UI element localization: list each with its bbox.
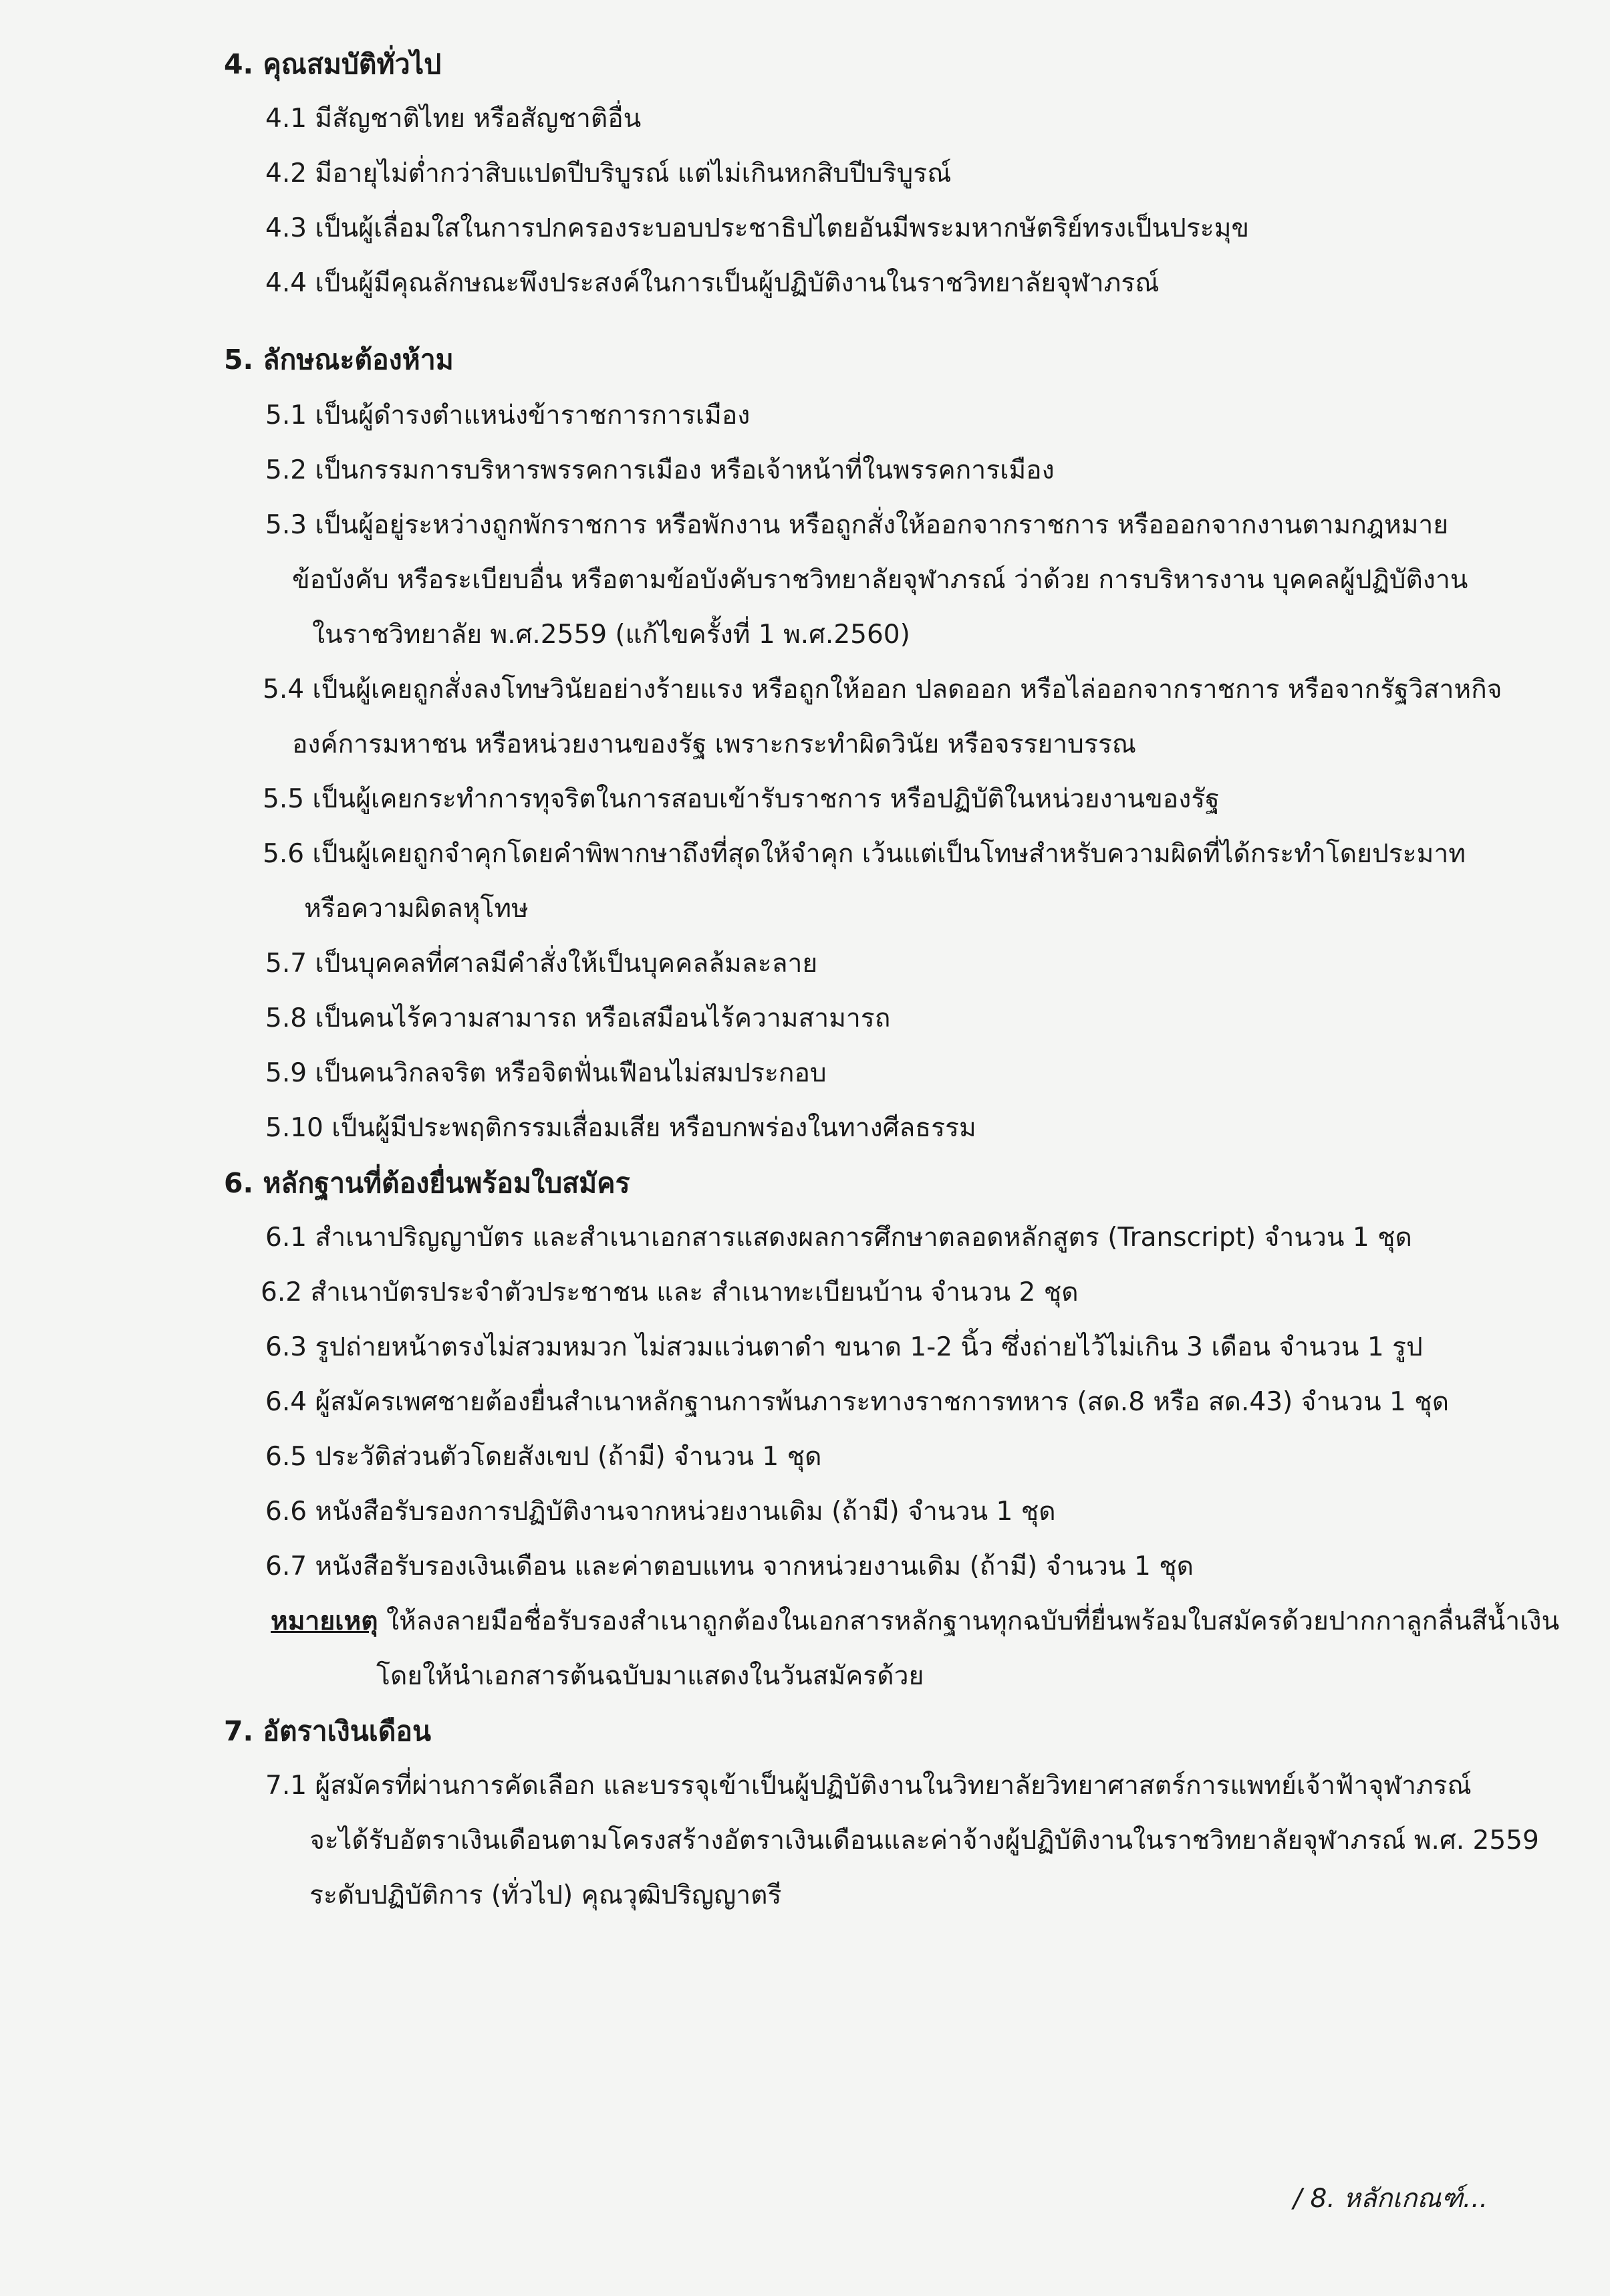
item-5-6: 5.6 เป็นผู้เคยถูกจำคุกโดยคำพิพากษาถึงที่สุดให้จำคุก เว้นแต่เป็นโทษสำหรับความผิดที่ได้กระทำโดยประมาท — [263, 839, 1466, 869]
note-line — [271, 1603, 1559, 1640]
item-4-4: 4.4 เป็นผู้มีคุณลักษณะพึงประสงค์ในการเป็นผู้ปฏิบัติงานในราชวิทยาลัยจุฬาภรณ์ — [265, 268, 1160, 298]
item-6-7: 6.7 หนังสือรับรองเงินเดือน และค่าตอบแทน จากหน่วยงานเดิม (ถ้ามี) จำนวน 1 ชุด — [265, 1551, 1194, 1581]
note-text: ให้ลงลายมือชื่อรับรองสำเนาถูกต้องในเอกสารหลักฐานทุกฉบับที่ยื่นพร้อมใบสมัครด้วยปากกาลูกลื่นสีน้ำเงิน — [378, 1606, 1560, 1636]
item-6-6: 6.6 หนังสือรับรองการปฏิบัติงานจากหน่วยงานเดิม (ถ้ามี) จำนวน 1 ชุด — [265, 1497, 1056, 1527]
item-7-1: 7.1 ผู้สมัครที่ผ่านการคัดเลือก และบรรจุเข้าเป็นผู้ปฏิบัติงานในวิทยาลัยวิทยาศาสตร์การแพทย์เจ้าฟ้าจุฬาภรณ์ — [265, 1771, 1472, 1801]
item-7-1-cont-1: จะได้รับอัตราเงินเดือนตามโครงสร้างอัตราเงินเดือนและค่าจ้างผู้ปฏิบัติงานในราชวิทยาลัยจุฬาภรณ์ พ.ศ. 2559 — [309, 1825, 1539, 1856]
note-cont: โดยให้นำเอกสารต้นฉบับมาแสดงในวันสมัครด้วย — [376, 1661, 924, 1691]
item-6-3: 6.3 รูปถ่ายหน้าตรงไม่สวมหมวก ไม่สวมแว่นตาดำ ขนาด 1-2 นิ้ว ซึ่งถ่ายไว้ไม่เกิน 3 เดือน จำนวน 1 รูป — [265, 1332, 1423, 1362]
item-6-2: 6.2 สำเนาบัตรประจำตัวประชาชน และ สำเนาทะเบียนบ้าน จำนวน 2 ชุด — [261, 1277, 1079, 1307]
item-5-4: 5.4 เป็นผู้เคยถูกสั่งลงโทษวินัยอย่างร้ายแรง หรือถูกให้ออก ปลดออก หรือไล่ออกจากราชการ หรือจากรัฐวิสาหกิจ — [263, 674, 1502, 705]
note-label: หมายเหตุ — [271, 1606, 378, 1636]
item-7-1-cont-2: ระดับปฏิบัติการ (ทั่วไป) คุณวุฒิปริญญาตรี — [309, 1880, 782, 1910]
item-5-2: 5.2 เป็นกรรมการบริหารพรรคการเมือง หรือเจ้าหน้าที่ในพรรคการเมือง — [265, 455, 1055, 485]
item-5-8: 5.8 เป็นคนไร้ความสามารถ หรือเสมือนไร้ความสามารถ — [265, 1003, 891, 1033]
section-5-heading: 5. ลักษณะต้องห้าม — [224, 344, 454, 376]
item-5-3-cont-1: ข้อบังคับ หรือระเบียบอื่น หรือตามข้อบังคับราชวิทยาลัยจุฬาภรณ์ ว่าด้วย การบริหารงาน บุคคลผู้ปฏิบัติงาน — [292, 565, 1468, 595]
item-5-4-cont: องค์การมหาชน หรือหน่วยงานของรัฐ เพราะกระทำผิดวินัย หรือจรรยาบรรณ — [292, 729, 1136, 759]
item-6-4: 6.4 ผู้สมัครเพศชายต้องยื่นสำเนาหลักฐานการพ้นภาระทางราชการทหาร (สด.8 หรือ สด.43) จำนวน 1 ชุด — [265, 1387, 1450, 1417]
item-4-1: 4.1 มีสัญชาติไทย หรือสัญชาติอื่น — [265, 104, 642, 134]
item-5-7: 5.7 เป็นบุคคลที่ศาลมีคำสั่งให้เป็นบุคคลล้มละลาย — [265, 948, 818, 979]
item-5-10: 5.10 เป็นผู้มีประพฤติกรรมเสื่อมเสีย หรือบกพร่องในทางศีลธรรม — [265, 1113, 976, 1143]
item-4-3: 4.3 เป็นผู้เลื่อมใสในการปกครองระบอบประชาธิปไตยอันมีพระมหากษัตริย์ทรงเป็นประมุข — [265, 213, 1250, 243]
item-5-1: 5.1 เป็นผู้ดำรงตำแหน่งข้าราชการการเมือง — [265, 400, 751, 430]
section-6-heading: 6. หลักฐานที่ต้องยื่นพร้อมใบสมัคร — [224, 1167, 630, 1199]
section-4-heading: 4. คุณสมบัติทั่วไป — [224, 48, 442, 80]
item-6-5: 6.5 ประวัติส่วนตัวโดยสังเขป (ถ้ามี) จำนวน 1 ชุด — [265, 1442, 822, 1472]
item-5-3-cont-2: ในราชวิทยาลัย พ.ศ.2559 (แก้ไขครั้งที่ 1 พ.ศ.2560) — [312, 620, 910, 650]
item-5-6-cont: หรือความผิดลหุโทษ — [304, 894, 529, 924]
item-5-3: 5.3 เป็นผู้อยู่ระหว่างถูกพักราชการ หรือพักงาน หรือถูกสั่งให้ออกจากราชการ หรือออกจากงานตามกฎหมาย — [265, 510, 1449, 540]
item-6-1: 6.1 สำเนาปริญญาบัตร และสำเนาเอกสารแสดงผลการศึกษาตลอดหลักสูตร (Transcript) จำนวน 1 ชุด — [265, 1223, 1412, 1253]
page-footer: / 8. หลักเกณฑ์... — [1293, 2184, 1488, 2214]
item-5-5: 5.5 เป็นผู้เคยกระทำการทุจริตในการสอบเข้ารับราชการ หรือปฏิบัติในหน่วยงานของรัฐ — [263, 784, 1220, 814]
item-4-2: 4.2 มีอายุไม่ต่ำกว่าสิบแปดปีบริบูรณ์ แต่ไม่เกินหกสิบปีบริบูรณ์ — [265, 158, 952, 188]
item-5-9: 5.9 เป็นคนวิกลจริต หรือจิตฟั่นเฟือนไม่สมประกอบ — [265, 1058, 827, 1088]
section-7-heading: 7. อัตราเงินเดือน — [224, 1715, 432, 1747]
